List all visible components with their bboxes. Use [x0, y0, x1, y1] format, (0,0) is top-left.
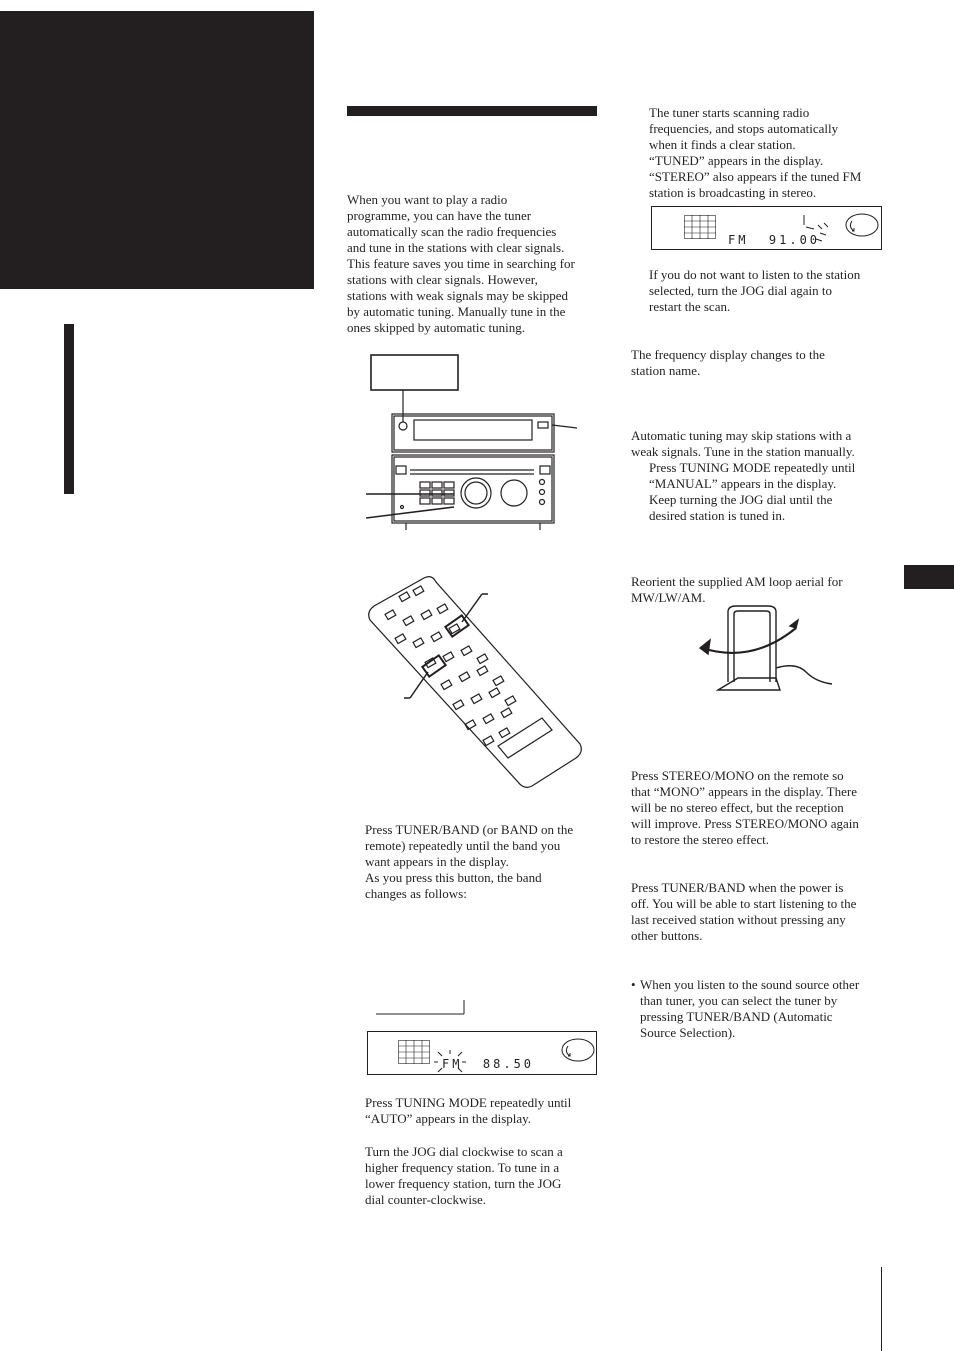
jog-dial-icon	[556, 1036, 596, 1068]
main-unit-illustration	[366, 352, 586, 562]
scan-result-text: The tuner starts scanning radio frequencies, and stops automatically when it finds a clear station. “TUNED” appears in the display. “STEREO” also appears if the tuned FM station is broadcasting in stereo.	[649, 105, 862, 200]
display-panel-fm-1	[367, 1031, 597, 1075]
note-text: When you listen to the sound source other than tuner, you can select the tuner by pressing TUNER/BAND (Automatic Source Selection).	[640, 977, 860, 1040]
intro-paragraph: When you want to play a radio programme, you can have the tuner automatically scan the radio frequencies and tune in the stations with clear signals. This feature saves you time in searching for stations with clear signals. However, stations with weak signals may be skipped by automatic tuning. Manually tune in the ones skipped by automatic tuning.	[347, 192, 575, 335]
jog-dial-icon	[840, 211, 880, 243]
display-panel-fm-2	[651, 206, 882, 250]
am-aerial-tip-text: Reorient the supplied AM loop aerial for MW/LW/AM.	[631, 574, 843, 605]
manual-intro-text: Automatic tuning may skip stations with a weak signals. Tune in the station manually.	[631, 428, 855, 459]
lcd-grid-icon	[398, 1040, 430, 1064]
band-sequence-bracket	[376, 996, 468, 1016]
tuned-indicator-icon	[800, 215, 836, 245]
lcd-frequency-readout: FM 88.50	[442, 1057, 535, 1071]
lcd-grid-icon	[684, 215, 716, 239]
step-2-text: Press TUNING MODE repeatedly until “AUTO” appears in the display.	[365, 1095, 572, 1126]
lcd-frequency-readout: FM 91.00	[728, 233, 821, 247]
page-edge-tab	[904, 565, 954, 589]
page-number-rule	[881, 1267, 882, 1351]
note-bullet: •	[631, 977, 636, 992]
frequency-display-text: The frequency display changes to the station name.	[631, 347, 825, 378]
step-3-text: Turn the JOG dial clockwise to scan a higher frequency station. To tune in a lower frequency station, turn the JOG dial counter-clockwise.	[365, 1144, 563, 1207]
section-rule	[347, 106, 597, 116]
step-1-text: Press TUNER/BAND (or BAND on the remote) repeatedly until the band you want appears in the display. As you press this button, the band changes as follows:	[365, 822, 574, 901]
chapter-side-bar	[64, 324, 74, 494]
restart-scan-text: If you do not want to listen to the station selected, turn the JOG dial again to restart the scan.	[649, 267, 861, 314]
chapter-header-block	[0, 11, 314, 289]
power-on-tip-text: Press TUNER/BAND when the power is off. You will be able to start listening to the last received station without pressing any other buttons.	[631, 880, 857, 943]
remote-control-illustration	[366, 568, 586, 798]
stereo-mono-tip-text: Press STEREO/MONO on the remote so that “MONO” appears in the display. There will be no stereo effect, but the reception will improve. Press STEREO/MONO again to restore the stereo effect.	[631, 768, 859, 847]
manual-steps-text: Press TUNING MODE repeatedly until “MANUAL” appears in the display. Keep turning the JOG dial until the desired station is tuned in.	[649, 460, 856, 523]
am-loop-aerial-illustration	[696, 602, 838, 694]
